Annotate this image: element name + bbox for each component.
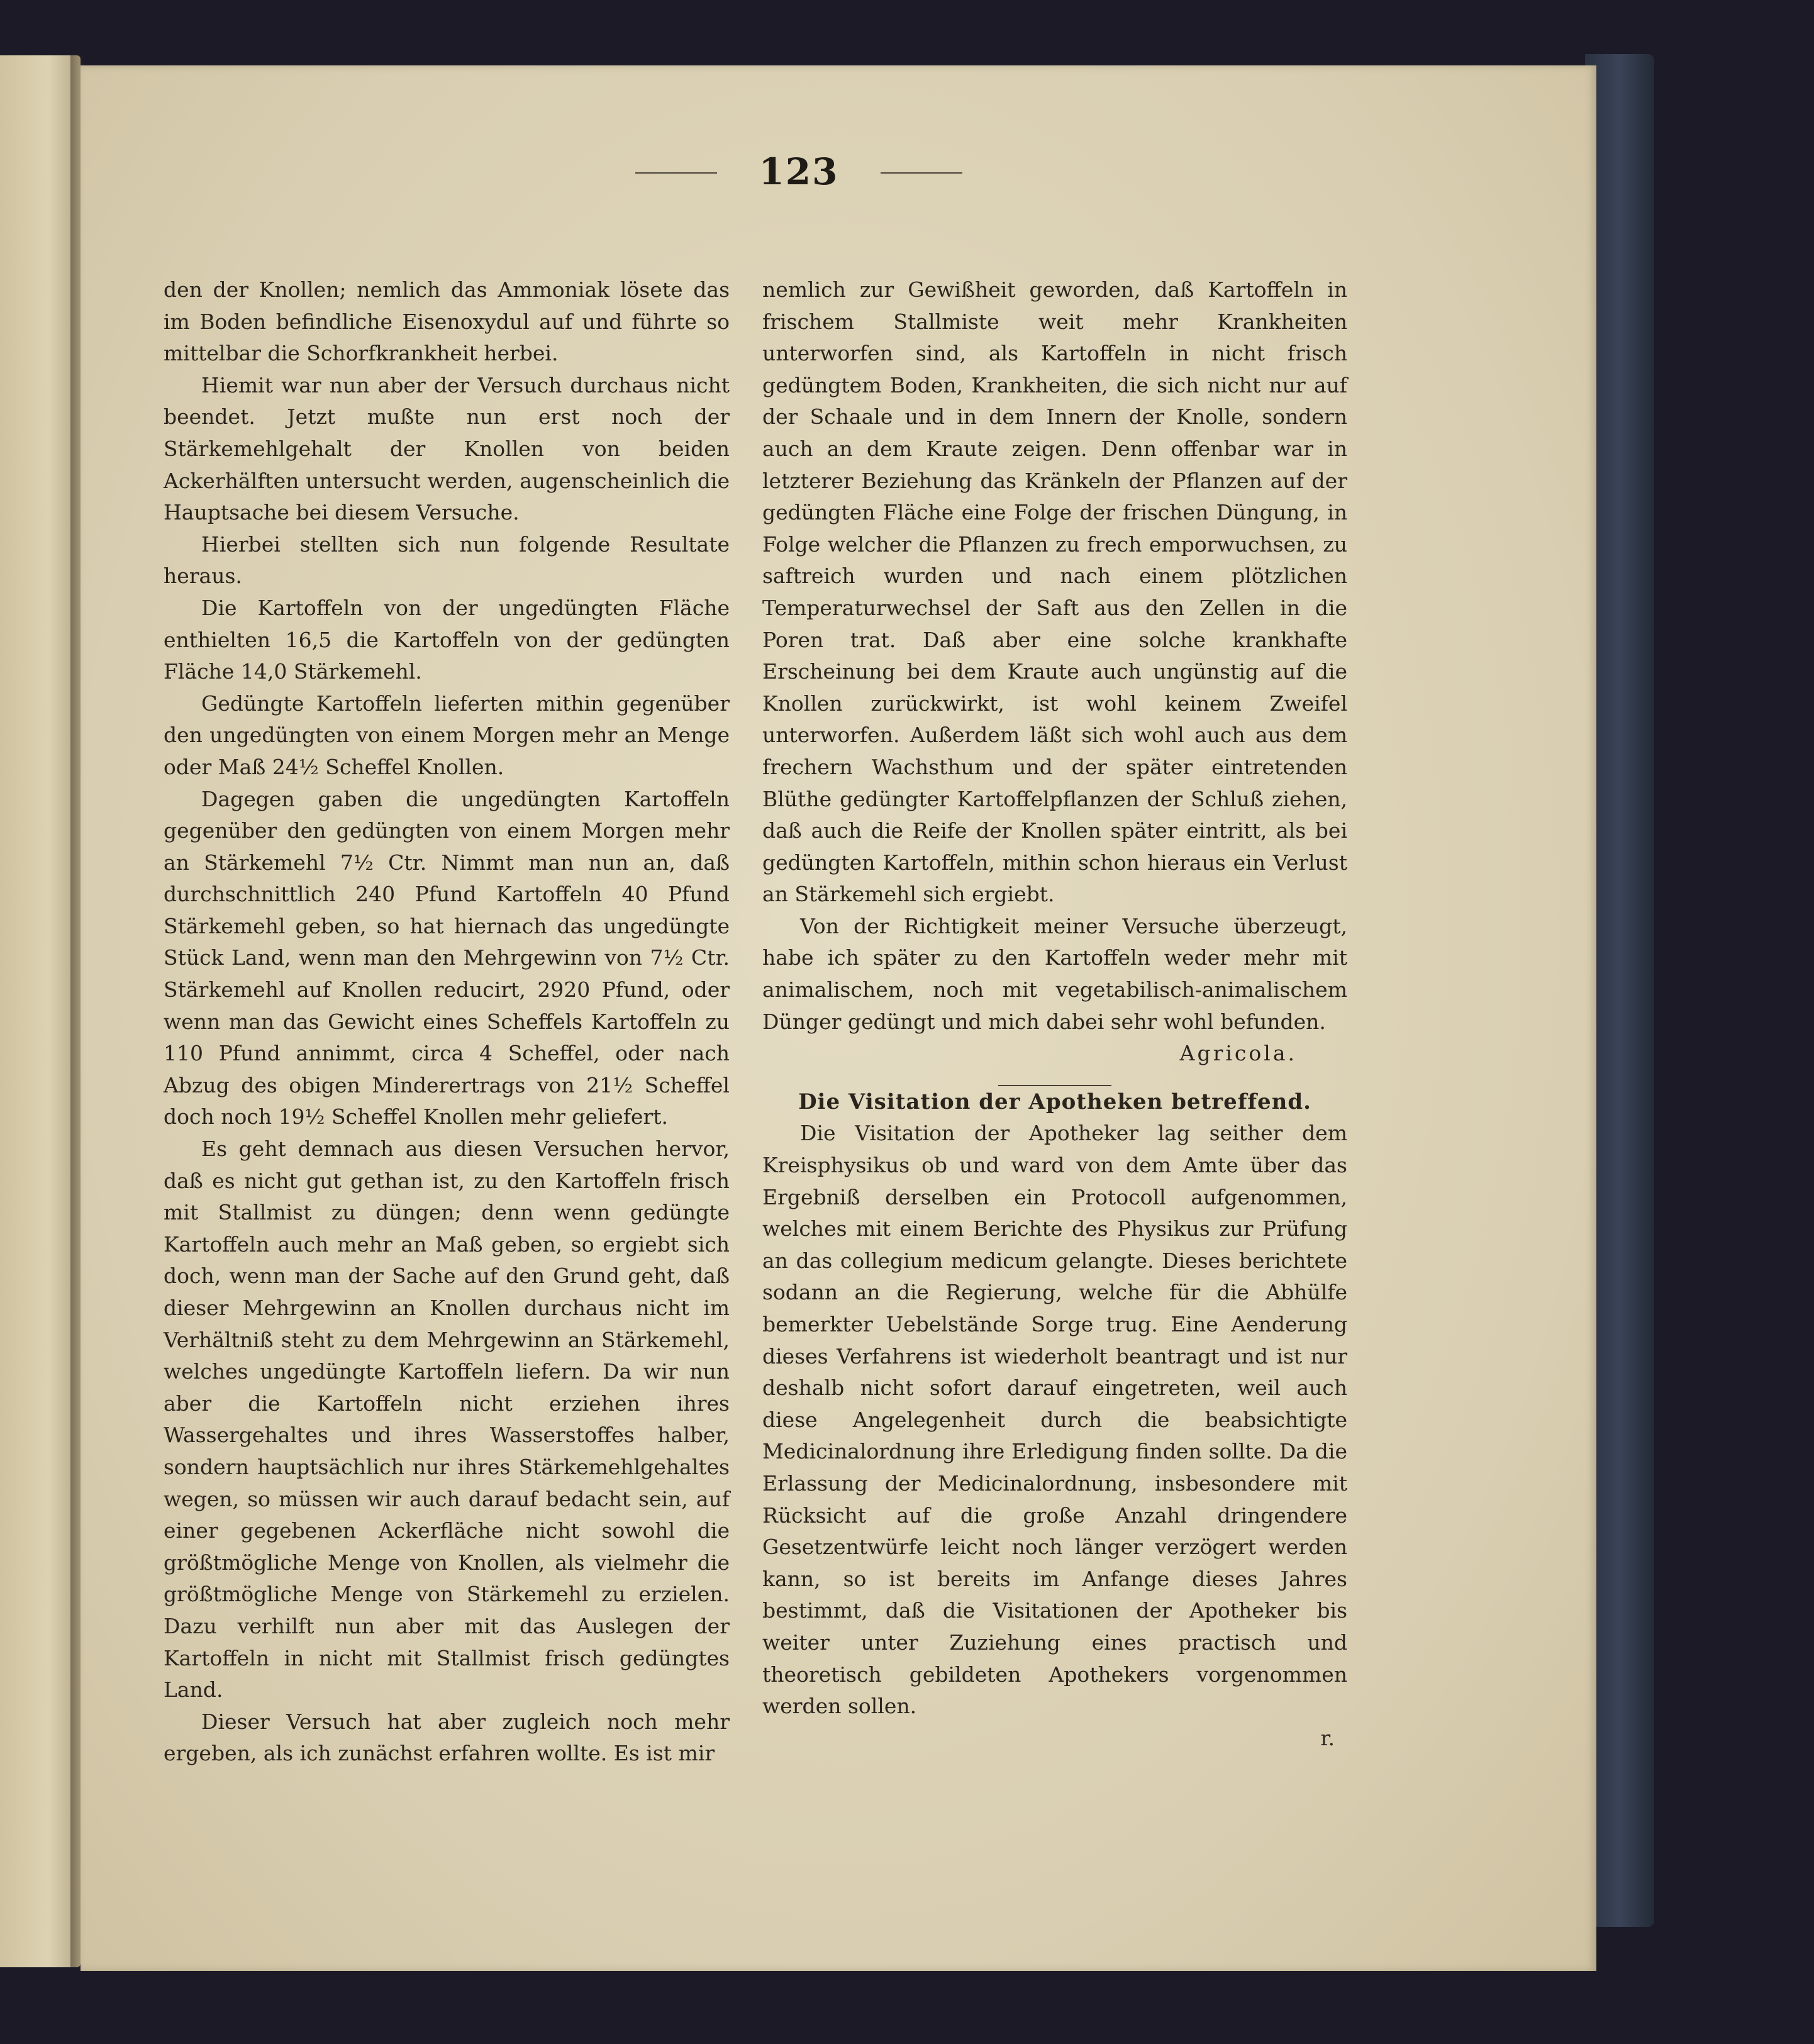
paragraph: Dieser Versuch hat aber zugleich noch mehr ergeben, als ich zunächst erfahren wollte. Es ist mir: [164, 1709, 730, 1766]
paragraph: Dagegen gaben die ungedüngten Kartoffeln gegenüber den gedüngten von einem Morgen mehr an Stärkemehl 7½ Ctr. Nimmt man nun an, daß durchschnittlich 240 Pfund Kartoffeln 40 Pfund Stärkemehl geben, so hat hiernach das ungedüngte Stück Land, wenn man den Mehrgewinn von 7½ Ctr. Stärkemehl auf Knollen reducirt, 2920 Pfund, oder wenn man das Gewicht eines Scheffels Kartoffeln zu 110 Pfund annimmt, circa 4 Scheffel, oder nach Abzug des obigen Minderertrags von 21½ Scheffel doch noch 19½ Scheffel Knollen mehr geliefert.: [164, 786, 730, 1130]
paragraph: Gedüngte Kartoffeln lieferten mithin gegenüber den ungedüngten von einem Morgen mehr an Menge oder Maß 24½ Scheffel Knollen.: [164, 691, 730, 779]
page-header: [585, 143, 1013, 200]
header-rule-left: [635, 172, 717, 174]
author-signature: Agricola.: [1179, 1041, 1297, 1066]
paragraph: nemlich zur Gewißheit geworden, daß Kartoffeln in frischem Stallmiste weit mehr Krankheiten unterworfen sind, als Kartoffeln in nicht frisch gedüngtem Boden, Krankheiten, die sich nicht nur auf der Schaale und in dem Innern der Knolle, sondern auch an dem Kraute zeigen. Denn offenbar war in letzterer Beziehung das Kränkeln der Pflanzen auf der gedüngten Fläche eine Folge der frischen Düngung, in Folge welcher die Pflanzen zu frech emporwuchsen, zu saftreich wurden und nach einem plötzlichen Temperaturwechsel der Saft aus den Zellen in die Poren trat. Daß aber eine solche krankhafte Erscheinung bei dem Kraute auch ungünstig auf die Knollen zurückwirkt, ist wohl keinem Zweifel unterworfen. Außerdem läßt sich wohl auch aus dem frechern Wachsthum und der später eintretenden Blüthe gedüngter Kartoffelpflanzen der Schluß ziehen, daß auch die Reife der Knollen später eintritt, als bei gedüngten Kartoffeln, mithin schon hieraus ein Verlust an Stärkemehl sich ergiebt.: [762, 277, 1347, 907]
paragraph: Von der Richtigkeit meiner Versuche überzeugt, habe ich später zu den Kartoffeln weder mehr mit animalischem, noch mit vegetabilisch-animalischem Dünger gedüngt und mich dabei sehr wohl befunden.: [762, 913, 1347, 1034]
paragraph: den der Knollen; nemlich das Ammoniak lösete das im Boden befindliche Eisenoxydul auf und führte so mittelbar die Schorfkrankheit herbei.: [164, 277, 730, 366]
header-rule-right: [881, 172, 962, 174]
page-number: 123: [759, 150, 839, 193]
left-column: [164, 274, 730, 1770]
paragraph: Hierbei stellten sich nun folgende Resultate heraus.: [164, 531, 730, 589]
section-title: Die Visitation der Apotheken betreffend.: [798, 1089, 1311, 1114]
previous-page-edge: [0, 55, 81, 1967]
paragraph: Die Kartoffeln von der ungedüngten Fläche enthielten 16,5 die Kartoffeln von der gedüngten Fläche 14,0 Stärkemehl.: [164, 595, 730, 684]
section-signature: r.: [1320, 1725, 1335, 1750]
right-column: [762, 274, 1347, 1754]
paragraph: Es geht demnach aus diesen Versuchen hervor, daß es nicht gut gethan ist, zu den Kartoffeln frisch mit Stallmist zu düngen; denn wenn gedüngte Kartoffeln auch mehr an Maß geben, so ergiebt sich doch, wenn man der Sache auf den Grund geht, daß dieser Mehrgewinn an Knollen durchaus nicht im Verhältniß steht zu dem Mehrgewinn an Stärkemehl, welches ungedüngte Kartoffeln liefern. Da wir nun aber die Kartoffeln nicht erziehen ihres Wassergehaltes und ihres Wasserstoffes halber, sondern hauptsächlich nur ihres Stärkemehlgehaltes wegen, so müssen wir auch darauf bedacht sein, auf einer gegebenen Ackerfläche nicht sowohl die größtmögliche Menge von Knollen, als vielmehr die größtmögliche Menge von Stärkemehl zu erzielen. Dazu verhilft nun aber mit das Auslegen der Kartoffeln in nicht mit Stallmist frisch gedüngtes Land.: [164, 1136, 730, 1702]
paragraph: Die Visitation der Apotheker lag seither dem Kreisphysikus ob und ward von dem Amte über das Ergebniß derselben ein Protocoll aufgenommen, welches mit einem Berichte des Physikus zur Prüfung an das collegium medicum gelangte. Dieses berichtete sodann an die Regierung, welche für die Abhülfe bemerkter Uebelstände Sorge trug. Eine Aenderung dieses Verfahrens ist wiederholt beantragt und ist nur deshalb nicht sofort darauf eingetreten, weil auch diese Angelegenheit durch die beabsichtigte Medicinalordnung ihre Erledigung finden sollte. Da die Erlassung der Medicinalordnung, insbesondere mit Rücksicht auf die große Anzahl dringendere Gesetzentwürfe leicht noch länger verzögert werden kann, so ist bereits im Anfange dieses Jahres bestimmt, daß die Visitationen der Apotheker bis weiter unter Zuziehung eines practisch und theoretisch gebildeten Apothekers vorgenommen werden sollen.: [762, 1121, 1347, 1719]
paragraph: Hiemit war nun aber der Versuch durchaus nicht beendet. Jetzt mußte nun erst noch der Stärkemehlgehalt der Knollen von beiden Ackerhälften untersucht werden, augenscheinlich die Hauptsache bei diesem Versuche.: [164, 372, 730, 525]
